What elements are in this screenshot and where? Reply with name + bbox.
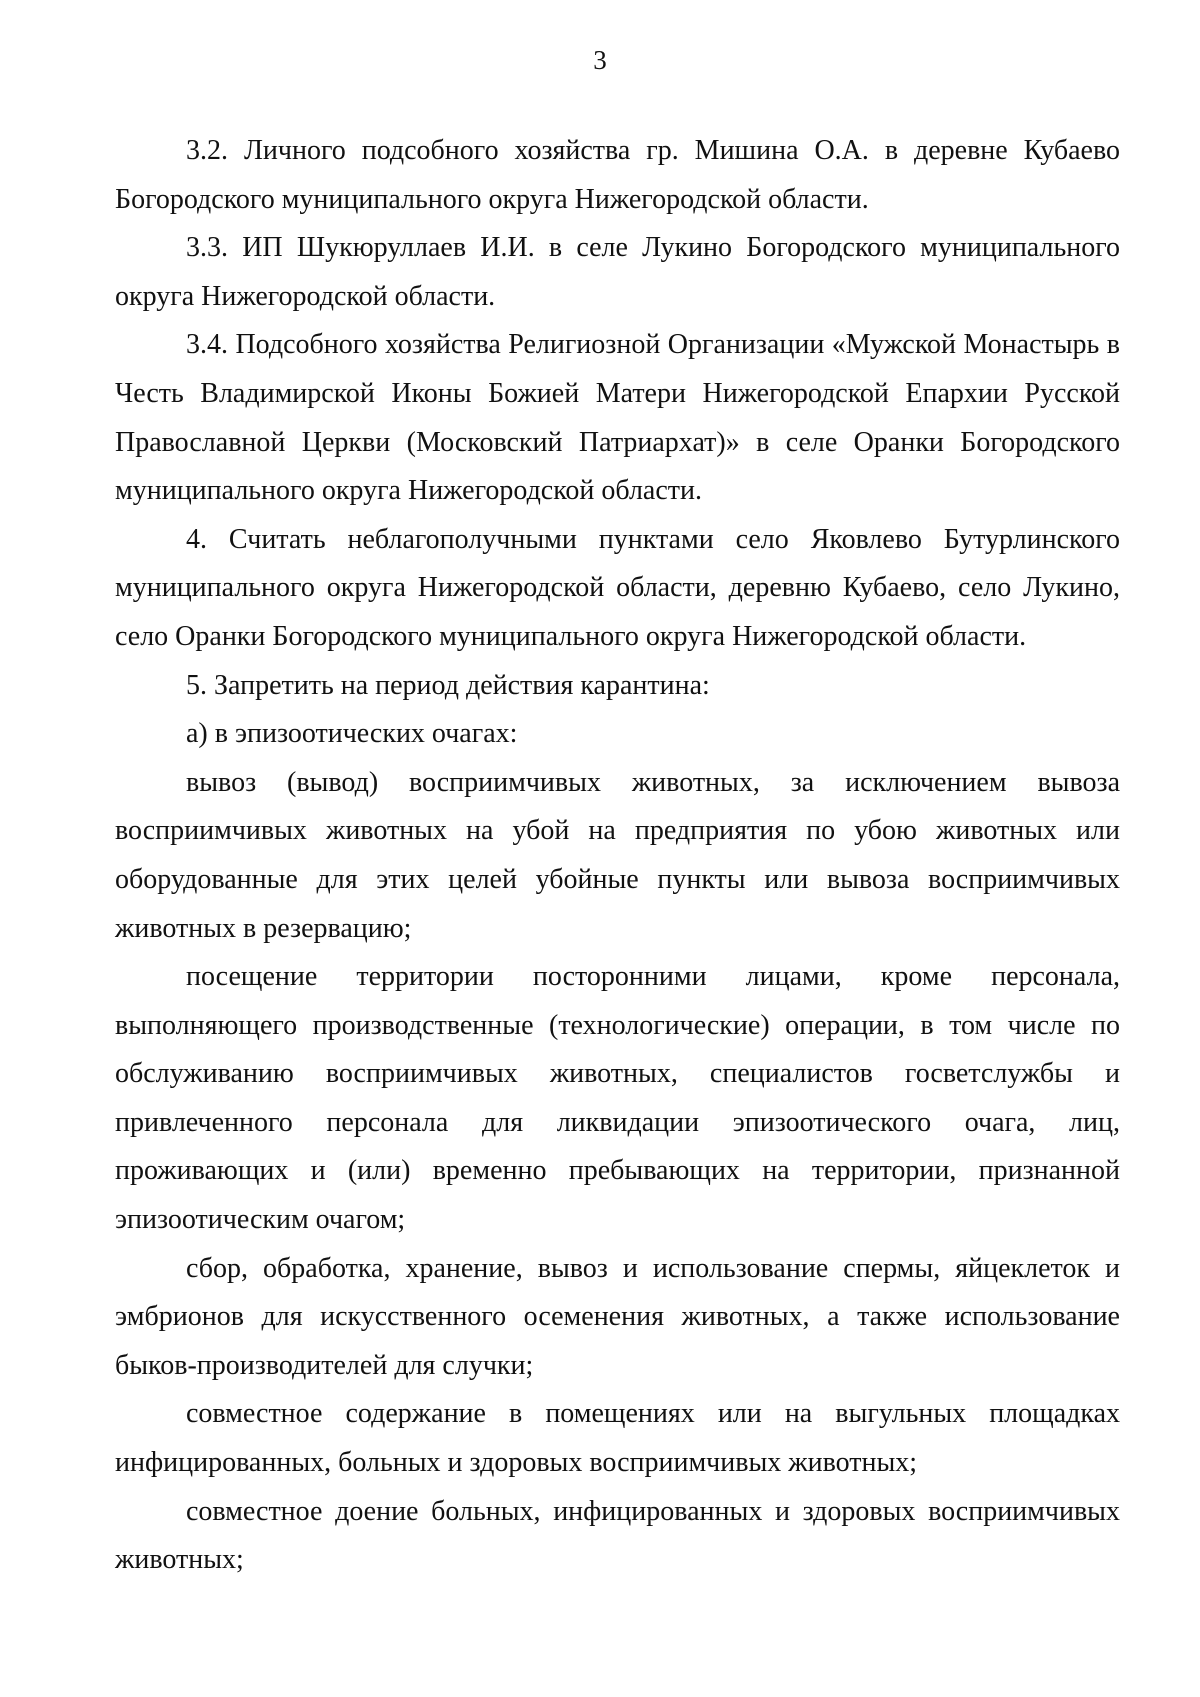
paragraph-3-4: 3.4. Подсобного хозяйства Религиозной Организации «Мужской Монастырь в Честь Владимирской Иконы Божией Матери Нижегородской Епархии Русской Православной Церкви (Московский Патриархат)» в селе Оранки Богородского муниципального округа Нижегородской области. [115,329,1120,507]
paragraph-3-3: 3.3. ИП Шукюруллаев И.И. в селе Лукино Богородского муниципального округа Нижегородской области. [115,232,1120,312]
paragraph-3-2: 3.2. Личного подсобного хозяйства гр. Мишина О.А. в деревне Кубаево Богородского муниципального округа Нижегородской области. [115,135,1120,215]
paragraph-export-animals: вывоз (вывод) восприимчивых животных, за исключением вывоза восприимчивых животных на убой на предприятия по убою животных или оборудованные для этих целей убойные пункты или вывоза восприимчивых животных в резервацию; [115,766,1120,944]
paragraph-joint-keeping: совместное содержание в помещениях или на выгульных площадках инфицированных, больных и здоровых восприимчивых животных; [115,1398,1120,1479]
paragraph-sperm-embryos: сбор, обработка, хранение, вывоз и использование спермы, яйцеклеток и эмбрионов для искусственного осеменения животных, а также использование быков-производителей для случки; [115,1252,1120,1381]
page-number: 3 [593,45,607,75]
document-body [115,127,1120,1585]
paragraph-5: 5. Запретить на период действия карантина: [186,669,710,701]
paragraph-4: 4. Считать неблагополучными пунктами село Яковлево Бутурлинского муниципального округа Нижегородской области, деревню Кубаево, село Лукино, село Оранки Богородского муниципального округа Нижегородской области. [115,523,1120,652]
paragraph-5-a: а) в эпизоотических очагах: [186,718,518,750]
paragraph-visiting-territory: посещение территории посторонними лицами, кроме персонала, выполняющего производственные (технологические) операции, в том числе по обслуживанию восприимчивых животных, специалистов госветслужбы и привлеченного персонала для ликвидации эпизоотического очага, лиц, проживающих и (или) временно пребывающих на территории, признанной эпизоотическим очагом; [115,961,1120,1236]
paragraph-joint-milking: совместное доение больных, инфицированных и здоровых восприимчивых животных; [115,1495,1120,1576]
